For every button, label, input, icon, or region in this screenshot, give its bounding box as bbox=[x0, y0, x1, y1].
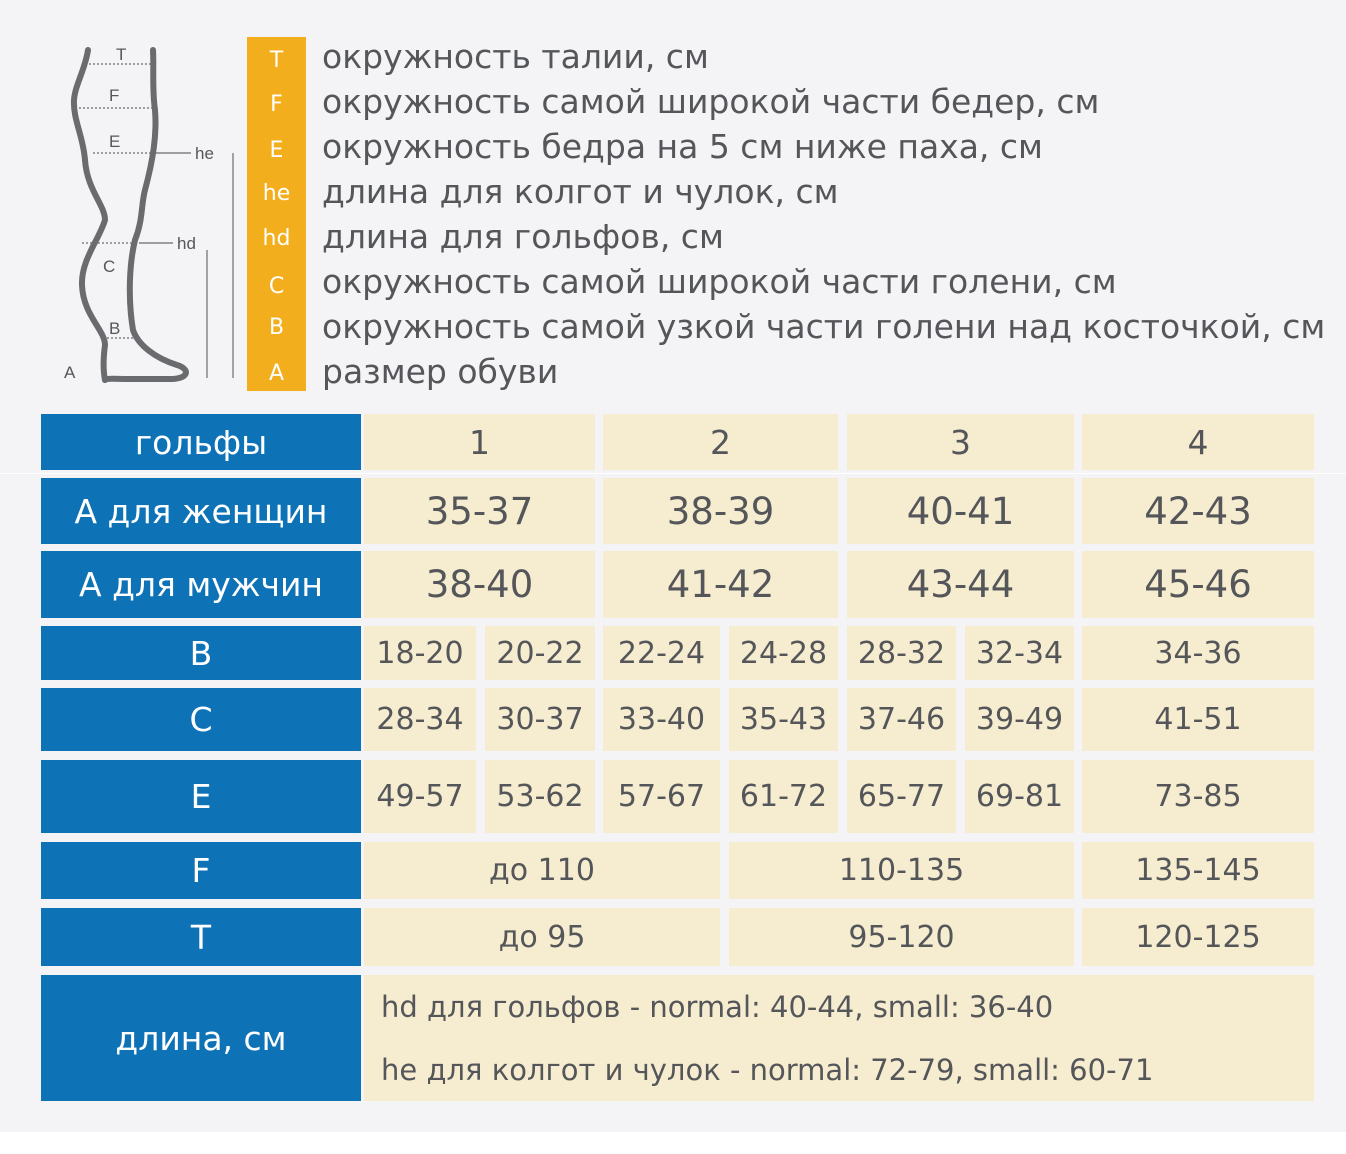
background-divider bbox=[0, 473, 1346, 474]
legend-key-a: A bbox=[268, 361, 285, 386]
f-value: 110-135 bbox=[729, 842, 1074, 899]
size-4: 4 bbox=[1082, 414, 1314, 470]
t-value: 95-120 bbox=[729, 908, 1074, 966]
diagram-label-f: F bbox=[109, 86, 120, 105]
diagram-label-e: E bbox=[109, 132, 121, 151]
row-label-t: T bbox=[41, 908, 361, 966]
b-value: 28-32 bbox=[847, 626, 956, 680]
t-value: до 95 bbox=[364, 908, 720, 966]
legend-key-c: C bbox=[268, 274, 285, 299]
e-value: 65-77 bbox=[847, 760, 956, 833]
leg-outline-back bbox=[74, 50, 105, 380]
f-value: 135-145 bbox=[1082, 842, 1314, 899]
diagram-label-b: B bbox=[109, 319, 121, 338]
legend-key-e: E bbox=[269, 138, 284, 163]
size-3: 3 bbox=[847, 414, 1074, 470]
e-value: 73-85 bbox=[1082, 760, 1314, 833]
diagram-label-a: A bbox=[64, 363, 76, 382]
e-value: 49-57 bbox=[364, 760, 476, 833]
e-value: 53-62 bbox=[485, 760, 595, 833]
legend-text-e: окружность бедра на 5 см ниже паха, см bbox=[322, 127, 1043, 166]
diagram-label-hd: hd bbox=[177, 234, 196, 253]
b-value: 18-20 bbox=[364, 626, 476, 680]
f-value: до 110 bbox=[364, 842, 720, 899]
size-1: 1 bbox=[364, 414, 595, 470]
c-value: 30-37 bbox=[485, 688, 595, 751]
legend-text-he: длина для колгот и чулок, см bbox=[322, 172, 839, 211]
women-size-3: 40-41 bbox=[847, 478, 1074, 544]
b-value: 32-34 bbox=[965, 626, 1074, 680]
legend-key-t: T bbox=[269, 48, 284, 73]
men-size-4: 45-46 bbox=[1082, 551, 1314, 618]
diagram-label-he: he bbox=[195, 144, 214, 163]
b-value: 34-36 bbox=[1082, 626, 1314, 680]
legend-key-hd: hd bbox=[262, 226, 291, 251]
c-value: 35-43 bbox=[729, 688, 838, 751]
size-2: 2 bbox=[603, 414, 838, 470]
c-value: 28-34 bbox=[364, 688, 476, 751]
legend-text-f: окружность самой широкой части бедер, см bbox=[322, 82, 1100, 121]
legend-text-c: окружность самой широкой части голени, см bbox=[322, 262, 1117, 301]
men-size-3: 43-44 bbox=[847, 551, 1074, 618]
legend-key-f: F bbox=[270, 92, 283, 117]
c-value: 41-51 bbox=[1082, 688, 1314, 751]
row-label-men: А для мужчин bbox=[41, 551, 361, 618]
legend-text-t: окружность талии, см bbox=[322, 37, 709, 76]
women-size-1: 35-37 bbox=[364, 478, 595, 544]
women-size-4: 42-43 bbox=[1082, 478, 1314, 544]
c-value: 39-49 bbox=[965, 688, 1074, 751]
header-golfy: гольфы bbox=[41, 414, 361, 470]
e-value: 69-81 bbox=[965, 760, 1074, 833]
row-label-f: F bbox=[41, 842, 361, 899]
legend-text-a: размер обуви bbox=[322, 352, 559, 391]
length-note-he: he для колгот и чулок - normal: 72-79, small: 60-71 bbox=[381, 1053, 1154, 1087]
row-label-women: А для женщин bbox=[41, 478, 361, 544]
diagram-label-c: C bbox=[103, 257, 116, 276]
men-size-1: 38-40 bbox=[364, 551, 595, 618]
e-value: 57-67 bbox=[603, 760, 720, 833]
leg-diagram bbox=[55, 40, 245, 390]
b-value: 22-24 bbox=[603, 626, 720, 680]
c-value: 37-46 bbox=[847, 688, 956, 751]
length-note-hd: hd для гольфов - normal: 40-44, small: 36-40 bbox=[381, 990, 1054, 1024]
legend-key-b: B bbox=[268, 315, 285, 340]
row-label-e: E bbox=[41, 760, 361, 833]
row-label-b: B bbox=[41, 626, 361, 680]
legend-text-b: окружность самой узкой части голени над косточкой, см bbox=[322, 307, 1326, 346]
t-value: 120-125 bbox=[1082, 908, 1314, 966]
diagram-label-t: T bbox=[116, 45, 127, 64]
c-value: 33-40 bbox=[603, 688, 720, 751]
b-value: 20-22 bbox=[485, 626, 595, 680]
row-label-length: длина, см bbox=[41, 975, 361, 1101]
b-value: 24-28 bbox=[729, 626, 838, 680]
men-size-2: 41-42 bbox=[603, 551, 838, 618]
row-label-c: C bbox=[41, 688, 361, 751]
women-size-2: 38-39 bbox=[603, 478, 838, 544]
legend-text-hd: длина для гольфов, см bbox=[322, 217, 724, 256]
e-value: 61-72 bbox=[729, 760, 838, 833]
legend-key-he: he bbox=[262, 181, 291, 206]
